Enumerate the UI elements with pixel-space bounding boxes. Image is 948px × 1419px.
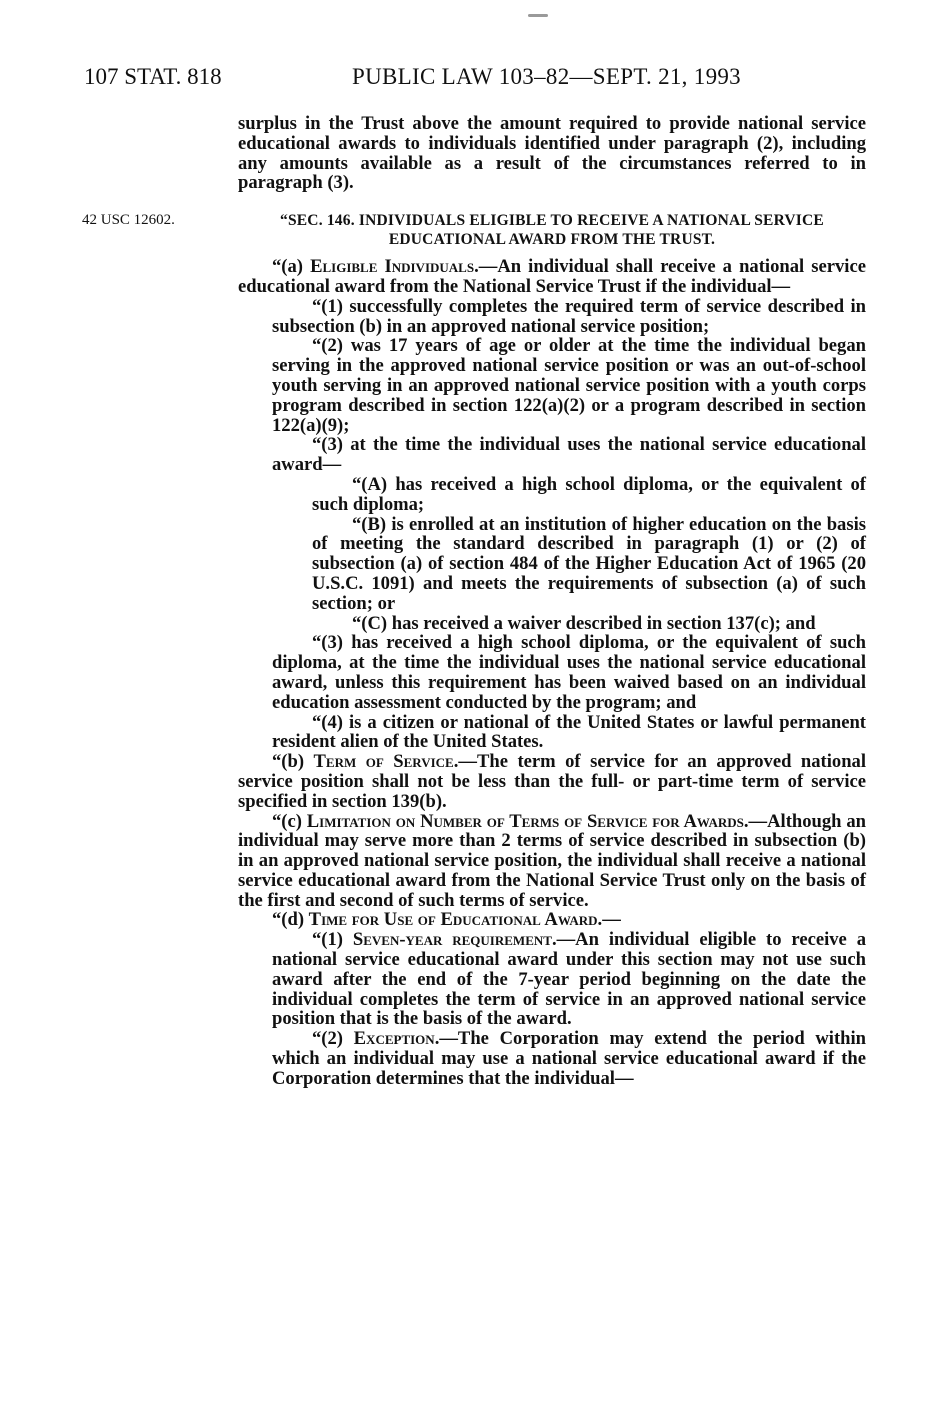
subsection-b-heading: Term of Service [313,751,454,773]
subsection-d-label: “(d) [272,909,309,931]
subsection-c [238,812,866,911]
subparagraph-a3B: “(B) is enrolled at an institution of higher education on the basis of meeting the standard described in paragraph (1) or (2) of subsection (a) of section 484 of the Higher Education Act of 1965 (20 U.S.C. 1091) and meets the requirements of subsection (a) of such section; or [312,513,866,614]
subsection-c-text: .—Although an individual may serve more than 2 terms of service described in subsection (b) in an approved national service position, the individual shall receive a national service educational award from the National Service Trust only on the basis of the first and second of such terms of service. [238,810,866,911]
subsection-d [238,910,866,930]
paragraph-a3-second: “(3) has received a high school diploma, or the equivalent of such diploma, at the time the individual uses the national service educational award, unless this requirement has been waived based on an individual education assessment conducted by the program; and [272,632,866,713]
subsection-d-dash: .— [597,909,621,931]
subsection-a [238,257,866,297]
paragraph-d1 [238,930,866,1029]
paragraph-a4: “(4) is a citizen or national of the United States or lawful permanent resident alien of the United States. [272,711,866,753]
page-header [0,64,948,94]
subparagraph-a3A: “(A) has received a high school diploma, or the equivalent of such diploma; [312,473,866,515]
subsection-c-heading: Limitation on Number of Terms of Service for Awards [306,810,744,832]
subsection-b-label: “(b) [272,751,314,773]
paragraph-d2-heading: Exception [353,1028,435,1050]
subsection-b [238,752,866,811]
document-body [238,114,866,1089]
subsection-a-heading: Eligible Individuals [310,256,475,278]
subsection-b-text: .—The term of service for an approved national service position shall not be less than the full- or part-time term of service specified in section 139(b). [238,751,867,812]
paragraph-d1-text: .—An individual eligible to receive a national service educational award under this section may not use such award after the end of the 7-year period beginning on the date the individual completes the term of service in an approved national service position that is the basis of the award. [272,929,867,1030]
paragraph-d2 [238,1029,866,1088]
paragraph-d2-text: .—The Corporation may extend the period within which an individual may use a national service educational award if the Corporation determines that the individual— [272,1028,866,1089]
paragraph-d1-label: “(1) [312,929,353,951]
paragraph-d1-heading: Seven-year requirement [352,929,552,951]
subsection-a-text: .—An individual shall receive a national service educational award from the National Service Trust if the individual— [238,256,866,297]
paragraph-a2: “(2) was 17 years of age or older at the time the individual began serving in the approved national service position or was an out-of-school youth serving in an approved national service position with a youth corps program described in section 122(a)(2) or a program described in section 122(a)(9); [272,335,866,436]
subsection-a-label: “(a) [272,256,311,278]
section-heading: “SEC. 146. INDIVIDUALS ELIGIBLE TO RECEIVE A NATIONAL SERVICE EDUCATIONAL AWARD FROM THE TRUST. [280,212,824,249]
subsection-c-label: “(c) [272,810,307,832]
paragraph-a1: “(1) successfully completes the required term of service described in subsection (b) in an approved national service position; [272,295,866,337]
stat-page-number: 107 STAT. 818 [84,64,222,89]
paragraph-d2-label: “(2) [312,1028,354,1050]
scan-mark [528,14,548,17]
margin-citation: 42 USC 12602. [82,212,175,228]
subsection-d-heading: Time for Use of Educational Award [308,909,598,931]
continuation-paragraph: surplus in the Trust above the amount required to provide national service educational awards to individuals identified under paragraph (2), including any amounts available as a result of the circumstances referred to in paragraph (3). [238,113,866,194]
running-head: PUBLIC LAW 103–82—SEPT. 21, 1993 [352,64,741,89]
subparagraph-a3C: “(C) has received a waiver described in section 137(c); and [352,612,816,634]
paragraph-a3: “(3) at the time the individual uses the national service educational award— [272,434,866,476]
